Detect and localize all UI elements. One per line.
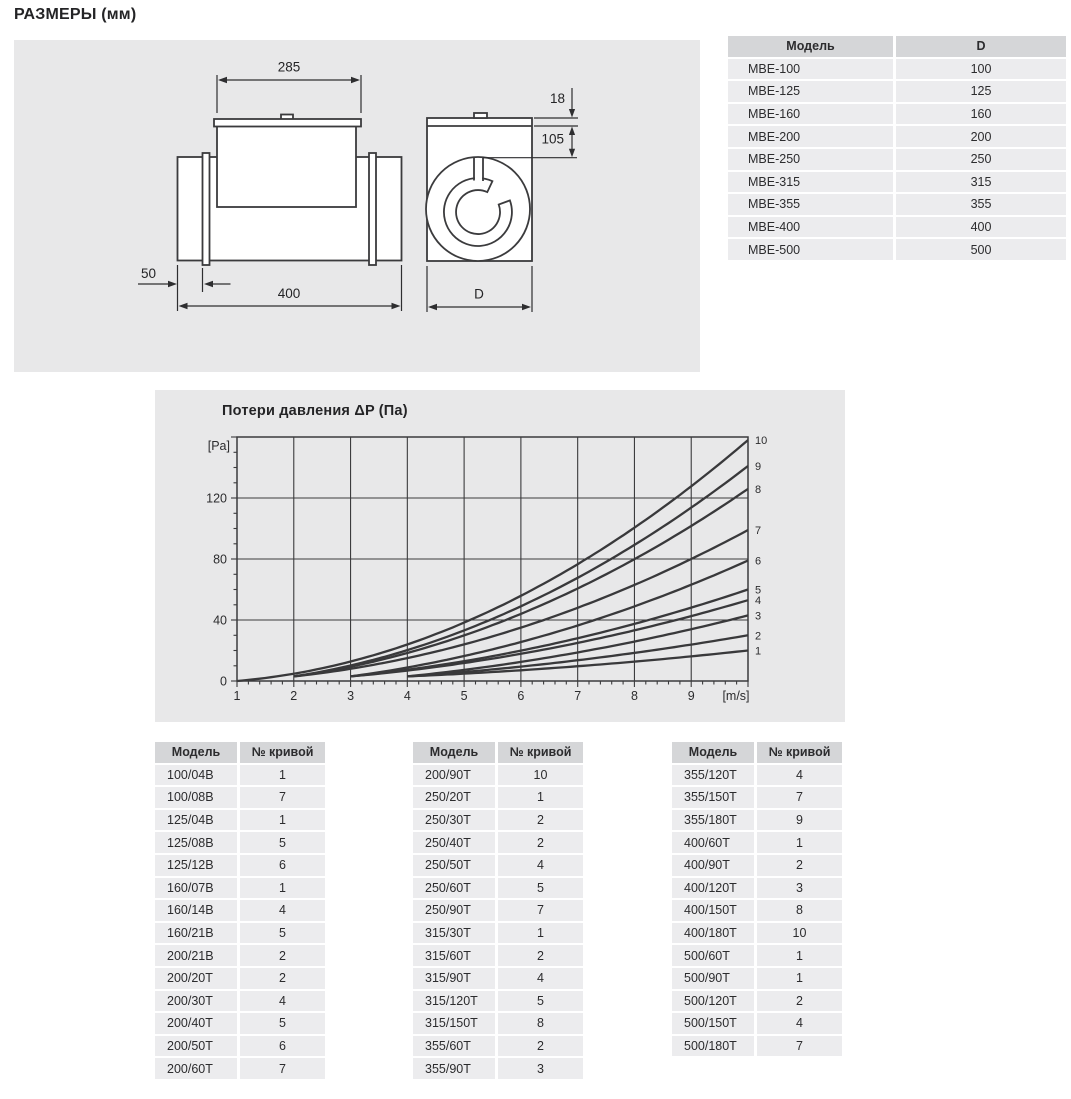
table-header-row bbox=[728, 36, 1066, 57]
model-cell: 500/150T bbox=[672, 1013, 754, 1034]
curve-number-cell: 1 bbox=[240, 765, 325, 786]
diameter-cell: 400 bbox=[896, 217, 1066, 238]
table-row bbox=[672, 968, 842, 989]
model-cell: 125/08B bbox=[155, 832, 237, 853]
y-tick-label: 40 bbox=[213, 613, 227, 628]
side-view bbox=[178, 115, 402, 266]
dim-label-400: 400 bbox=[277, 286, 301, 301]
table-row bbox=[728, 81, 1066, 102]
model-cell: MBE-200 bbox=[728, 126, 893, 147]
model-cell: 160/07B bbox=[155, 878, 237, 899]
curve-number-cell: 7 bbox=[757, 787, 842, 808]
model-cell: 355/150T bbox=[672, 787, 754, 808]
table-row bbox=[728, 104, 1066, 125]
column-header-curve-number: № кривой bbox=[498, 742, 583, 763]
table-row bbox=[413, 1058, 583, 1079]
curve-number-cell: 4 bbox=[757, 1013, 842, 1034]
model-cell: MBE-500 bbox=[728, 239, 893, 260]
table-row bbox=[728, 149, 1066, 170]
model-cell: MBE-100 bbox=[728, 59, 893, 80]
table-row bbox=[155, 900, 325, 921]
curve-number-cell: 4 bbox=[240, 900, 325, 921]
right-flange bbox=[369, 153, 376, 265]
table-row bbox=[413, 900, 583, 921]
model-cell: 315/30T bbox=[413, 923, 495, 944]
x-tick-label: 4 bbox=[403, 689, 411, 703]
dimensions-drawing-panel bbox=[14, 40, 700, 372]
pressure-loss-chart-panel bbox=[155, 390, 845, 722]
cable-gland-front bbox=[474, 113, 487, 118]
table-row bbox=[672, 878, 842, 899]
curve-label-2: 2 bbox=[755, 630, 762, 643]
curve-number-cell: 1 bbox=[240, 878, 325, 899]
column-header-model: Модель bbox=[672, 742, 754, 763]
table-row bbox=[155, 1058, 325, 1079]
table-row bbox=[672, 832, 842, 853]
curve-number-cell: 2 bbox=[757, 855, 842, 876]
curve-label-5: 5 bbox=[755, 584, 762, 597]
table-row bbox=[155, 765, 325, 786]
model-cell: 250/20T bbox=[413, 787, 495, 808]
table-row bbox=[413, 991, 583, 1012]
x-tick-label: 3 bbox=[347, 689, 355, 703]
y-axis-unit: [Pa] bbox=[207, 439, 230, 453]
table-header-row bbox=[155, 742, 325, 763]
model-cell: MBE-315 bbox=[728, 172, 893, 193]
x-tick-label: 5 bbox=[460, 689, 468, 703]
model-cell: 400/150T bbox=[672, 900, 754, 921]
table-row bbox=[413, 923, 583, 944]
table-row bbox=[413, 787, 583, 808]
curve-table-3 bbox=[672, 742, 842, 1056]
curve-number-cell: 1 bbox=[757, 945, 842, 966]
table-row bbox=[155, 878, 325, 899]
chart-title: Потери давления ΔP (Па) bbox=[222, 403, 408, 419]
curve-number-cell: 10 bbox=[498, 765, 583, 786]
curve-number-cell: 7 bbox=[498, 900, 583, 921]
curve-label-7: 7 bbox=[755, 525, 762, 537]
curve-label-1: 1 bbox=[755, 645, 762, 658]
table-row bbox=[413, 945, 583, 966]
model-cell: 250/90T bbox=[413, 900, 495, 921]
dim-label-18: 18 bbox=[549, 91, 565, 106]
table-row bbox=[155, 923, 325, 944]
curve-number-cell: 1 bbox=[757, 968, 842, 989]
table-row bbox=[155, 945, 325, 966]
x-axis-unit: [m/s] bbox=[722, 689, 750, 703]
curve-number-cell: 7 bbox=[240, 787, 325, 808]
curve-label-8: 8 bbox=[755, 483, 762, 496]
table-row bbox=[155, 968, 325, 989]
curve-number-cell: 10 bbox=[757, 923, 842, 944]
curve-number-cell: 3 bbox=[757, 878, 842, 899]
model-cell: 315/90T bbox=[413, 968, 495, 989]
x-tick-label: 6 bbox=[517, 689, 525, 703]
curve-number-cell: 2 bbox=[498, 945, 583, 966]
table-header-row bbox=[413, 742, 583, 763]
x-tick-label: 9 bbox=[687, 689, 695, 703]
x-tick-label: 2 bbox=[290, 689, 298, 703]
model-cell: 250/40T bbox=[413, 832, 495, 853]
dimension-18 bbox=[534, 88, 578, 126]
table-row bbox=[155, 1036, 325, 1057]
model-cell: 200/40T bbox=[155, 1013, 237, 1034]
model-cell: MBE-125 bbox=[728, 81, 893, 102]
dimension-D bbox=[427, 266, 532, 312]
table-row bbox=[672, 923, 842, 944]
model-cell: MBE-400 bbox=[728, 217, 893, 238]
column-header-diameter: D bbox=[896, 36, 1066, 57]
table-row bbox=[672, 765, 842, 786]
model-cell: 315/60T bbox=[413, 945, 495, 966]
table-row bbox=[413, 1013, 583, 1034]
curve-number-cell: 2 bbox=[498, 832, 583, 853]
column-header-model: Модель bbox=[155, 742, 237, 763]
dim-label-50: 50 bbox=[140, 266, 157, 281]
curve-number-cell: 2 bbox=[498, 810, 583, 831]
table-row bbox=[672, 900, 842, 921]
terminal-box-cover bbox=[214, 119, 361, 127]
x-tick-label: 1 bbox=[233, 689, 241, 703]
curve-number-cell: 8 bbox=[757, 900, 842, 921]
x-tick-label: 8 bbox=[630, 689, 638, 703]
model-cell: 355/60T bbox=[413, 1036, 495, 1057]
curve-number-cell: 5 bbox=[498, 991, 583, 1012]
curve-number-cell: 1 bbox=[498, 923, 583, 944]
model-cell: 200/20T bbox=[155, 968, 237, 989]
model-cell: 315/120T bbox=[413, 991, 495, 1012]
curve-number-cell: 4 bbox=[498, 855, 583, 876]
model-cell: 400/180T bbox=[672, 923, 754, 944]
model-cell: 355/120T bbox=[672, 765, 754, 786]
curve-number-cell: 9 bbox=[757, 810, 842, 831]
table-row bbox=[155, 832, 325, 853]
table-row bbox=[672, 855, 842, 876]
dimension-400 bbox=[178, 265, 402, 311]
curve-number-cell: 2 bbox=[757, 991, 842, 1012]
model-cell: 200/30T bbox=[155, 991, 237, 1012]
diameter-cell: 100 bbox=[896, 59, 1066, 80]
diameter-cell: 160 bbox=[896, 104, 1066, 125]
curve-table-2 bbox=[413, 742, 583, 1079]
curve-number-cell: 5 bbox=[240, 832, 325, 853]
model-cell: 160/14B bbox=[155, 900, 237, 921]
curve-number-cell: 1 bbox=[757, 832, 842, 853]
table-row bbox=[413, 832, 583, 853]
curve-number-cell: 4 bbox=[498, 968, 583, 989]
table-row bbox=[672, 787, 842, 808]
element-stem-fill bbox=[475, 158, 482, 183]
curve-number-cell: 4 bbox=[240, 991, 325, 1012]
model-cell: 125/12B bbox=[155, 855, 237, 876]
diameter-cell: 250 bbox=[896, 149, 1066, 170]
model-cell: 355/90T bbox=[413, 1058, 495, 1079]
table-row bbox=[672, 991, 842, 1012]
table-row bbox=[728, 239, 1066, 260]
curve-number-cell: 7 bbox=[240, 1058, 325, 1079]
curve-number-cell: 2 bbox=[240, 968, 325, 989]
table-row bbox=[728, 59, 1066, 80]
column-header-curve-number: № кривой bbox=[240, 742, 325, 763]
page-title: РАЗМЕРЫ (мм) bbox=[14, 6, 137, 23]
model-cell: 400/60T bbox=[672, 832, 754, 853]
table-row bbox=[728, 194, 1066, 215]
model-cell: 200/90T bbox=[413, 765, 495, 786]
y-tick-label: 120 bbox=[206, 491, 227, 506]
model-cell: 500/60T bbox=[672, 945, 754, 966]
model-cell: MBE-355 bbox=[728, 194, 893, 215]
diameter-cell: 125 bbox=[896, 81, 1066, 102]
curve-number-cell: 5 bbox=[240, 1013, 325, 1034]
y-tick-label: 0 bbox=[220, 674, 227, 689]
table-row bbox=[413, 810, 583, 831]
model-cell: 500/90T bbox=[672, 968, 754, 989]
table-row bbox=[413, 1036, 583, 1057]
diameter-cell: 315 bbox=[896, 172, 1066, 193]
model-cell: 100/08B bbox=[155, 787, 237, 808]
x-tick-label: 7 bbox=[574, 689, 582, 703]
duct-heater-drawing bbox=[14, 40, 700, 372]
model-cell: 200/60T bbox=[155, 1058, 237, 1079]
table-row bbox=[413, 878, 583, 899]
table-row bbox=[728, 126, 1066, 147]
diameter-cell: 200 bbox=[896, 126, 1066, 147]
dim-label-105: 105 bbox=[541, 131, 564, 147]
left-flange bbox=[203, 153, 210, 265]
curve-label-3: 3 bbox=[755, 610, 762, 623]
column-header-model: Модель bbox=[728, 36, 893, 57]
table-row bbox=[413, 765, 583, 786]
table-row bbox=[155, 1013, 325, 1034]
table-header-row bbox=[672, 742, 842, 763]
pressure-curve-4 bbox=[351, 600, 748, 676]
model-cell: 315/150T bbox=[413, 1013, 495, 1034]
model-cell: 250/50T bbox=[413, 855, 495, 876]
diameter-cell: 355 bbox=[896, 194, 1066, 215]
table-row bbox=[155, 991, 325, 1012]
curve-label-9: 9 bbox=[755, 461, 762, 473]
model-cell: 250/60T bbox=[413, 878, 495, 899]
table-row bbox=[155, 855, 325, 876]
table-row bbox=[728, 217, 1066, 238]
model-cell: MBE-160 bbox=[728, 104, 893, 125]
column-header-model: Модель bbox=[413, 742, 495, 763]
model-cell: 160/21B bbox=[155, 923, 237, 944]
y-tick-label: 80 bbox=[213, 552, 227, 567]
terminal-box bbox=[217, 126, 356, 207]
curve-number-cell: 5 bbox=[240, 923, 325, 944]
curve-label-4: 4 bbox=[755, 595, 762, 608]
curve-number-cell: 2 bbox=[498, 1036, 583, 1057]
table-row bbox=[672, 1036, 842, 1057]
model-cell: 400/90T bbox=[672, 855, 754, 876]
table-row bbox=[155, 787, 325, 808]
dimension-285 bbox=[217, 60, 361, 114]
model-diameter-table bbox=[728, 36, 1066, 260]
model-cell: 200/21B bbox=[155, 945, 237, 966]
model-cell: 250/30T bbox=[413, 810, 495, 831]
curve-number-cell: 1 bbox=[498, 787, 583, 808]
table-row bbox=[155, 810, 325, 831]
curve-number-cell: 8 bbox=[498, 1013, 583, 1034]
curve-number-cell: 3 bbox=[498, 1058, 583, 1079]
dim-label-285: 285 bbox=[277, 59, 301, 75]
column-header-curve-number: № кривой bbox=[757, 742, 842, 763]
model-cell: 355/180T bbox=[672, 810, 754, 831]
curve-number-cell: 5 bbox=[498, 878, 583, 899]
pressure-curve-10 bbox=[237, 440, 748, 681]
curve-table-1 bbox=[155, 742, 325, 1079]
model-cell: 125/04B bbox=[155, 810, 237, 831]
table-row bbox=[728, 172, 1066, 193]
curve-number-cell: 6 bbox=[240, 1036, 325, 1057]
table-row bbox=[413, 968, 583, 989]
curve-number-cell: 4 bbox=[757, 765, 842, 786]
curve-number-cell: 6 bbox=[240, 855, 325, 876]
front-view bbox=[426, 113, 532, 261]
curve-label-10: 10 bbox=[755, 435, 768, 448]
model-cell: 500/120T bbox=[672, 991, 754, 1012]
dimension-50 bbox=[138, 266, 231, 292]
curve-label-6: 6 bbox=[755, 555, 762, 568]
table-row bbox=[672, 1013, 842, 1034]
pressure-loss-chart bbox=[155, 390, 845, 722]
table-row bbox=[413, 855, 583, 876]
curve-number-cell: 1 bbox=[240, 810, 325, 831]
curve-number-cell: 7 bbox=[757, 1036, 842, 1057]
model-cell: 500/180T bbox=[672, 1036, 754, 1057]
model-cell: 100/04B bbox=[155, 765, 237, 786]
table-row bbox=[672, 810, 842, 831]
model-cell: 400/120T bbox=[672, 878, 754, 899]
model-cell: 200/50T bbox=[155, 1036, 237, 1057]
table-row bbox=[672, 945, 842, 966]
diameter-cell: 500 bbox=[896, 239, 1066, 260]
model-cell: MBE-250 bbox=[728, 149, 893, 170]
curve-number-cell: 2 bbox=[240, 945, 325, 966]
dim-label-D: D bbox=[474, 286, 484, 302]
